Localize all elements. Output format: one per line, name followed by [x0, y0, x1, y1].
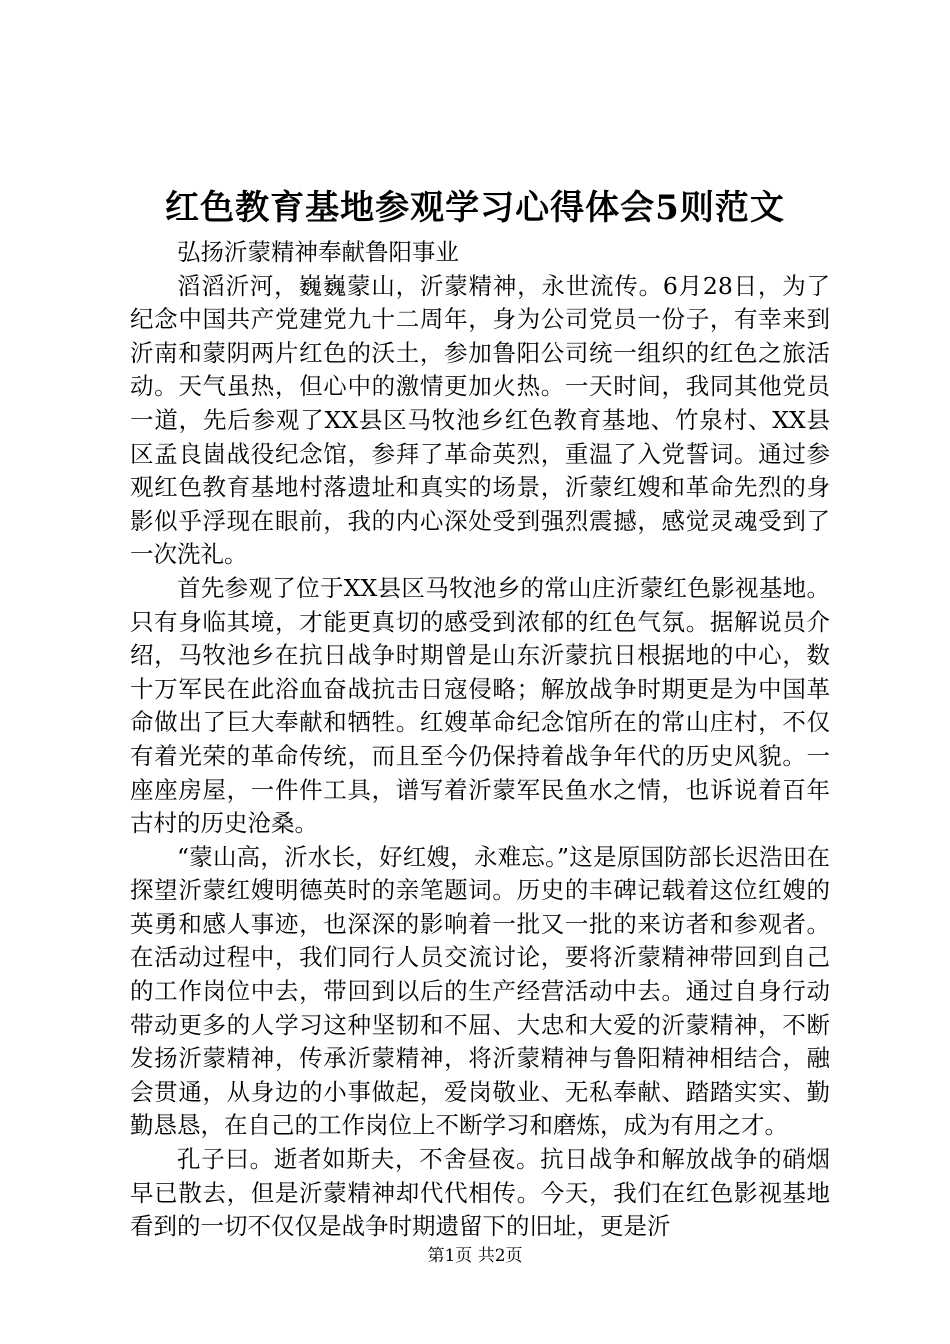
page-footer: 第1页 共2页 [427, 1246, 523, 1266]
paragraph-1: 滔滔沂河，巍巍蒙山，沂蒙精神，永世流传。6月28日，为了纪念中国共产党建党九十二周年，身为公司党员一份子，有幸来到沂南和蒙阴两片红色的沃土，参加鲁阳公司统一组织的红色之旅活动。天气虽热，但心中的激情更加火热。一天时间，我同其他党员一道，先后参观了XX县区马牧池乡红色教育基地、竹泉村、XX县区孟良崮战役纪念馆，参拜了革命英烈，重温了入党誓词。通过参观红色教育基地村落遗址和真实的场景，沂蒙红嫂和革命先烈的身影似乎浮现在眼前，我的内心深处受到强烈震撼，感觉灵魂受到了一次洗礼。 [130, 271, 830, 569]
subtitle-line: 弘扬沂蒙精神奉献鲁阳事业 [177, 238, 459, 266]
document-title: 红色教育基地参观学习心得体会5则范文 [165, 188, 785, 228]
paragraph-4: 孔子曰。逝者如斯夫，不舍昼夜。抗日战争和解放战争的硝烟早已散去，但是沂蒙精神却代代相传。今天，我们在红色影视基地看到的一切不仅仅是战争时期遗留下的旧址，更是沂 [130, 1145, 830, 1241]
paragraph-3: “蒙山高，沂水长，好红嫂，永难忘。”这是原国防部长迟浩田在探望沂蒙红嫂明德英时的亲笔题词。历史的丰碑记载着这位红嫂的英勇和感人事迹，也深深的影响着一批又一批的来访者和参观者。在活动过程中，我们同行人员交流讨论，要将沂蒙精神带回到自己的工作岗位中去，带回到以后的生产经营活动中去。通过自身行动带动更多的人学习这种坚韧和不屈、大忠和大爱的沂蒙精神，不断发扬沂蒙精神，传承沂蒙精神，将沂蒙精神与鲁阳精神相结合，融会贯通，从身边的小事做起，爱岗敬业、无私奉献、踏踏实实、勤勤恳恳，在自己的工作岗位上不断学习和磨炼，成为有用之才。 [130, 842, 830, 1140]
document-body [130, 236, 830, 1244]
paragraph-2: 首先参观了位于XX县区马牧池乡的常山庄沂蒙红色影视基地。只有身临其境，才能更真切的感受到浓郁的红色气氛。据解说员介绍，马牧池乡在抗日战争时期曾是山东沂蒙抗日根据地的中心，数十万军民在此浴血奋战抗击日寇侵略；解放战争时期更是为中国革命做出了巨大奉献和牺牲。红嫂革命纪念馆所在的常山庄村，不仅有着光荣的革命传统，而且至今仍保持着战争年代的历史风貌。一座座房屋，一件件工具，谱写着沂蒙军民鱼水之情，也诉说着百年古村的历史沧桑。 [130, 573, 830, 838]
